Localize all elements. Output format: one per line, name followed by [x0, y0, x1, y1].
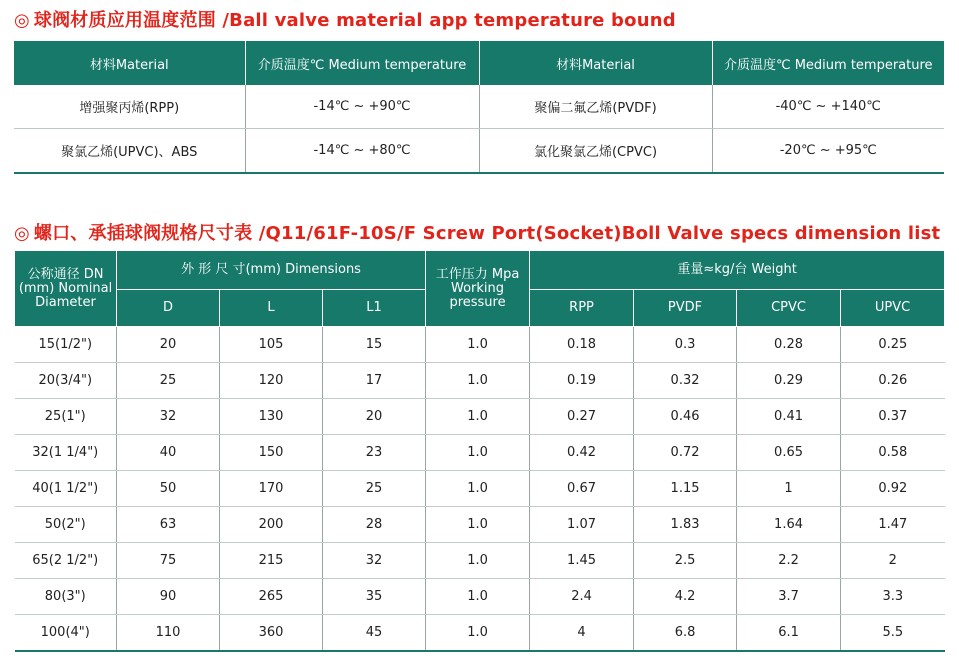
upvc-weight-cell: 0.37 — [841, 399, 945, 435]
pressure-cell: 1.0 — [426, 327, 530, 363]
material-cell: 氯化聚氯乙烯(CPVC) — [479, 129, 712, 174]
pressure-cell: 1.0 — [426, 579, 530, 615]
rpp-weight-cell: 4 — [530, 615, 634, 652]
header-temperature: 介质温度℃ Medium temperature — [245, 41, 479, 85]
pvdf-weight-cell: 6.8 — [634, 615, 737, 652]
l1-cell: 25 — [323, 471, 426, 507]
table-row — [15, 399, 945, 435]
bullet-icon: ◎ — [14, 223, 30, 244]
d-cell: 90 — [117, 579, 220, 615]
table-row — [15, 471, 945, 507]
header-material: 材料Material — [479, 41, 712, 85]
cpvc-weight-cell: 1 — [737, 471, 841, 507]
material-cell: 聚氯乙烯(UPVC)、ABS — [14, 129, 245, 174]
upvc-weight-cell: 0.26 — [841, 363, 945, 399]
header-upvc: UPVC — [841, 290, 945, 327]
l-cell: 360 — [220, 615, 323, 652]
pvdf-weight-cell: 1.15 — [634, 471, 737, 507]
cpvc-weight-cell: 3.7 — [737, 579, 841, 615]
bullet-icon: ◎ — [14, 10, 30, 31]
upvc-weight-cell: 1.47 — [841, 507, 945, 543]
upvc-weight-cell: 5.5 — [841, 615, 945, 652]
table-row — [14, 85, 944, 129]
header-weight: 重量≈kg/台 Weight — [530, 251, 945, 290]
nominal-diameter-cell: 40(1 1/2") — [15, 471, 117, 507]
l1-cell: 35 — [323, 579, 426, 615]
table-row — [15, 543, 945, 579]
header-cpvc: CPVC — [737, 290, 841, 327]
l-cell: 120 — [220, 363, 323, 399]
cpvc-weight-cell: 0.65 — [737, 435, 841, 471]
l1-cell: 45 — [323, 615, 426, 652]
pvdf-weight-cell: 0.72 — [634, 435, 737, 471]
table-row — [14, 129, 944, 174]
table-row — [15, 507, 945, 543]
material-cell: 增强聚丙烯(RPP) — [14, 85, 245, 129]
temperature-cell: -14℃ ~ +80℃ — [245, 129, 479, 174]
upvc-weight-cell: 0.25 — [841, 327, 945, 363]
temperature-cell: -40℃ ~ +140℃ — [712, 85, 944, 129]
table-row — [15, 435, 945, 471]
upvc-weight-cell: 0.58 — [841, 435, 945, 471]
header-dimensions: 外 形 尺 寸(mm) Dimensions — [117, 251, 426, 290]
l1-cell: 17 — [323, 363, 426, 399]
d-cell: 63 — [117, 507, 220, 543]
temperature-cell: -14℃ ~ +90℃ — [245, 85, 479, 129]
l1-cell: 15 — [323, 327, 426, 363]
temperature-table — [14, 41, 944, 174]
rpp-weight-cell: 1.45 — [530, 543, 634, 579]
header-l1: L1 — [323, 290, 426, 327]
section2-title — [14, 219, 940, 245]
pvdf-weight-cell: 4.2 — [634, 579, 737, 615]
pressure-cell: 1.0 — [426, 471, 530, 507]
cpvc-weight-cell: 1.64 — [737, 507, 841, 543]
pressure-cell: 1.0 — [426, 363, 530, 399]
cpvc-weight-cell: 0.28 — [737, 327, 841, 363]
pressure-cell: 1.0 — [426, 615, 530, 652]
rpp-weight-cell: 0.27 — [530, 399, 634, 435]
upvc-weight-cell: 2 — [841, 543, 945, 579]
table-row — [15, 579, 945, 615]
material-cell: 聚偏二氟乙烯(PVDF) — [479, 85, 712, 129]
table-row — [15, 615, 945, 652]
l-cell: 200 — [220, 507, 323, 543]
pvdf-weight-cell: 1.83 — [634, 507, 737, 543]
nominal-diameter-cell: 32(1 1/4") — [15, 435, 117, 471]
nominal-diameter-cell: 50(2") — [15, 507, 117, 543]
l-cell: 130 — [220, 399, 323, 435]
d-cell: 110 — [117, 615, 220, 652]
header-nominal-diameter: 公称通径 DN (mm) Nominal Diameter — [15, 251, 117, 327]
d-cell: 50 — [117, 471, 220, 507]
section2-title-text: 螺口、承插球阀规格尺寸表 /Q11/61F-10S/F Screw Port(Socket)Boll Valve specs dimension list — [33, 223, 941, 244]
l1-cell: 32 — [323, 543, 426, 579]
d-cell: 25 — [117, 363, 220, 399]
pressure-cell: 1.0 — [426, 399, 530, 435]
nominal-diameter-cell: 80(3") — [15, 579, 117, 615]
l1-cell: 20 — [323, 399, 426, 435]
header-pvdf: PVDF — [634, 290, 737, 327]
d-cell: 40 — [117, 435, 220, 471]
header-working-pressure: 工作压力 Mpa Working pressure — [426, 251, 530, 327]
cpvc-weight-cell: 0.41 — [737, 399, 841, 435]
pvdf-weight-cell: 0.32 — [634, 363, 737, 399]
d-cell: 32 — [117, 399, 220, 435]
nominal-diameter-cell: 100(4") — [15, 615, 117, 652]
header-rpp: RPP — [530, 290, 634, 327]
section1-title-text: 球阀材质应用温度范围 /Ball valve material app temperature bound — [33, 10, 676, 31]
nominal-diameter-cell: 15(1/2") — [15, 327, 117, 363]
header-d: D — [117, 290, 220, 327]
nominal-diameter-cell: 65(2 1/2") — [15, 543, 117, 579]
pressure-cell: 1.0 — [426, 507, 530, 543]
l-cell: 265 — [220, 579, 323, 615]
l-cell: 215 — [220, 543, 323, 579]
cpvc-weight-cell: 6.1 — [737, 615, 841, 652]
nominal-diameter-cell: 20(3/4") — [15, 363, 117, 399]
table-row — [15, 363, 945, 399]
dimension-table — [14, 250, 945, 652]
l1-cell: 23 — [323, 435, 426, 471]
table-row — [15, 327, 945, 363]
section1-title — [14, 6, 676, 32]
d-cell: 20 — [117, 327, 220, 363]
upvc-weight-cell: 0.92 — [841, 471, 945, 507]
header-material: 材料Material — [14, 41, 245, 85]
rpp-weight-cell: 2.4 — [530, 579, 634, 615]
d-cell: 75 — [117, 543, 220, 579]
rpp-weight-cell: 0.42 — [530, 435, 634, 471]
temperature-cell: -20℃ ~ +95℃ — [712, 129, 944, 174]
pvdf-weight-cell: 0.46 — [634, 399, 737, 435]
pressure-cell: 1.0 — [426, 543, 530, 579]
l1-cell: 28 — [323, 507, 426, 543]
rpp-weight-cell: 0.19 — [530, 363, 634, 399]
pvdf-weight-cell: 2.5 — [634, 543, 737, 579]
l-cell: 150 — [220, 435, 323, 471]
rpp-weight-cell: 0.67 — [530, 471, 634, 507]
header-temperature: 介质温度℃ Medium temperature — [712, 41, 944, 85]
upvc-weight-cell: 3.3 — [841, 579, 945, 615]
nominal-diameter-cell: 25(1") — [15, 399, 117, 435]
pressure-cell: 1.0 — [426, 435, 530, 471]
cpvc-weight-cell: 2.2 — [737, 543, 841, 579]
rpp-weight-cell: 1.07 — [530, 507, 634, 543]
rpp-weight-cell: 0.18 — [530, 327, 634, 363]
header-l: L — [220, 290, 323, 327]
cpvc-weight-cell: 0.29 — [737, 363, 841, 399]
l-cell: 170 — [220, 471, 323, 507]
l-cell: 105 — [220, 327, 323, 363]
pvdf-weight-cell: 0.3 — [634, 327, 737, 363]
